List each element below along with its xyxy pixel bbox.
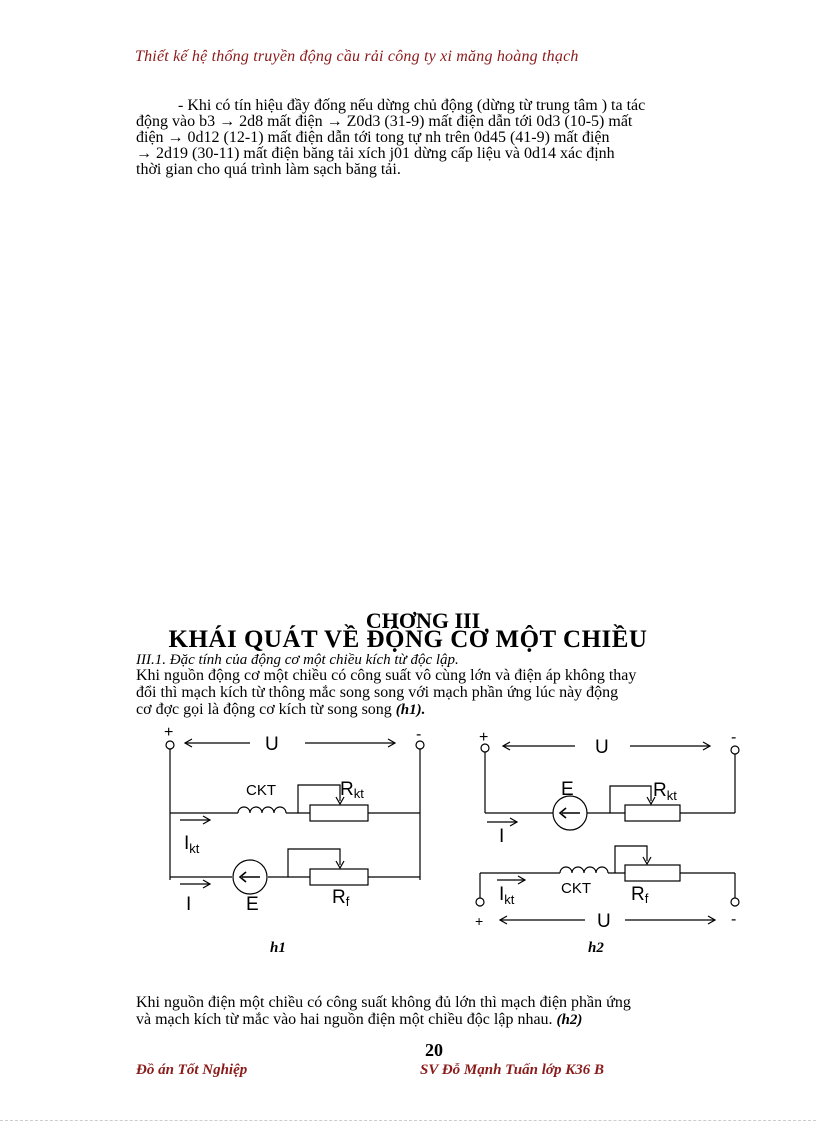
h1-plus-label: + <box>164 725 174 741</box>
intro-line-5: thời gian cho quá trình làm sạch băng tải. <box>136 161 401 178</box>
h2-ckt-coil <box>560 867 608 873</box>
h2-rkt-label: $R_{kt}$ <box>653 780 677 803</box>
h1-minus-label: - <box>416 726 422 743</box>
h2-current-label: I <box>499 826 505 847</box>
section-line-2: đổi thì mạch kích từ thông mắc song song với mạch phần ứng lúc này động <box>136 684 619 701</box>
chapter-title: KHÁI QUÁT VỀ ĐỘNG CƠ MỘT CHIỀU <box>168 626 648 653</box>
section-line-1: Khi nguồn động cơ một chiều có công suất vô cùng lớn và điện áp không thay <box>136 667 637 684</box>
h1-terminal-plus <box>166 741 174 749</box>
closing-line-2-text: và mạch kích từ mắc vào hai nguồn điện một chiều độc lập nhau. <box>136 1011 557 1028</box>
h2-voltage-top-label: U <box>595 737 609 758</box>
h2-terminal-minus-bottom <box>731 898 739 906</box>
h1-ckt-label: CKT <box>246 782 276 799</box>
intro-line-1: - Khi có tín hiệu đầy đống nếu dừng chủ động (dừng từ trung tâm ) ta tác <box>178 97 646 114</box>
chapter-number: CHƠNG III <box>365 608 481 633</box>
h2-voltage-bottom-label: U <box>597 911 611 932</box>
h1-ikt-label: $I_{kt}$ <box>184 833 200 856</box>
h1-current-label: I <box>186 894 192 915</box>
section-heading: III.1. Đặc tính của động cơ một chiều kích từ độc lập. <box>136 652 459 668</box>
h2-minus-top-label: - <box>731 729 737 746</box>
intro-line-4: → 2d19 (30-11) mất điện băng tải xích j01 dừng cấp liệu và 0d14 xác định <box>136 145 615 162</box>
h2-emf-label: E <box>561 779 574 800</box>
h2-ikt-label: $I_{kt}$ <box>499 884 515 907</box>
h1-emf-label: E <box>246 894 259 915</box>
h2-plus-top-label: + <box>479 729 489 746</box>
h2-rf-label: Rf <box>631 884 649 906</box>
h2-ckt-label: CKT <box>561 880 591 897</box>
h1-voltage-label: U <box>265 734 279 755</box>
section-line-3-text: cơ đợc gọi là động cơ kích từ song song <box>136 701 396 718</box>
figure-ref-h1: (h1). <box>395 702 426 718</box>
figure-ref-h2: (h2) <box>556 1012 583 1028</box>
intro-line-2: động vào b3 → 2d8 mất điện → Z0d3 (31-9) mất điện dẫn tới 0d3 (10-5) mất <box>136 113 633 130</box>
h2-terminal-plus-bottom <box>476 898 484 906</box>
page-number: 20 <box>425 1040 443 1060</box>
closing-line-1: Khi nguồn điện một chiều có công suất không đủ lớn thì mạch điện phần ứng <box>136 994 631 1011</box>
h1-rkt-label: Rkt <box>340 779 364 801</box>
section-line-3 <box>136 702 425 718</box>
figure-caption-h2: h2 <box>588 940 604 956</box>
page-bottom-rule <box>0 1120 816 1121</box>
h2-rf-resistor <box>625 865 680 881</box>
h1-rf-label: Rf <box>332 887 350 909</box>
h2-terminal-minus-top <box>731 746 739 754</box>
h1-ckt-coil <box>238 807 286 813</box>
circuit-diagram-h2 <box>465 728 755 933</box>
circuit-diagram-h1 <box>150 725 440 925</box>
footer-right: SV Đỗ Mạnh Tuấn lớp K36 B <box>420 1062 604 1078</box>
figure-caption-h1: h1 <box>270 940 286 956</box>
h2-plus-bottom-label: + <box>475 913 484 929</box>
intro-line-3: điện → 0d12 (12-1) mất điện dẫn tới tong tự nh trên 0d45 (41-9) mất điện <box>136 129 610 146</box>
h2-rkt-resistor <box>625 805 680 821</box>
page-header-title: Thiết kế hệ thống truyền động cầu rải công ty xi măng hoàng thạch <box>135 48 579 65</box>
h2-minus-bottom-label: - <box>731 911 737 928</box>
footer-left: Đồ án Tốt Nghiệp <box>136 1062 248 1078</box>
closing-line-2 <box>136 1012 582 1028</box>
h1-rf-resistor <box>310 869 368 885</box>
h1-rkt-resistor <box>310 805 368 821</box>
